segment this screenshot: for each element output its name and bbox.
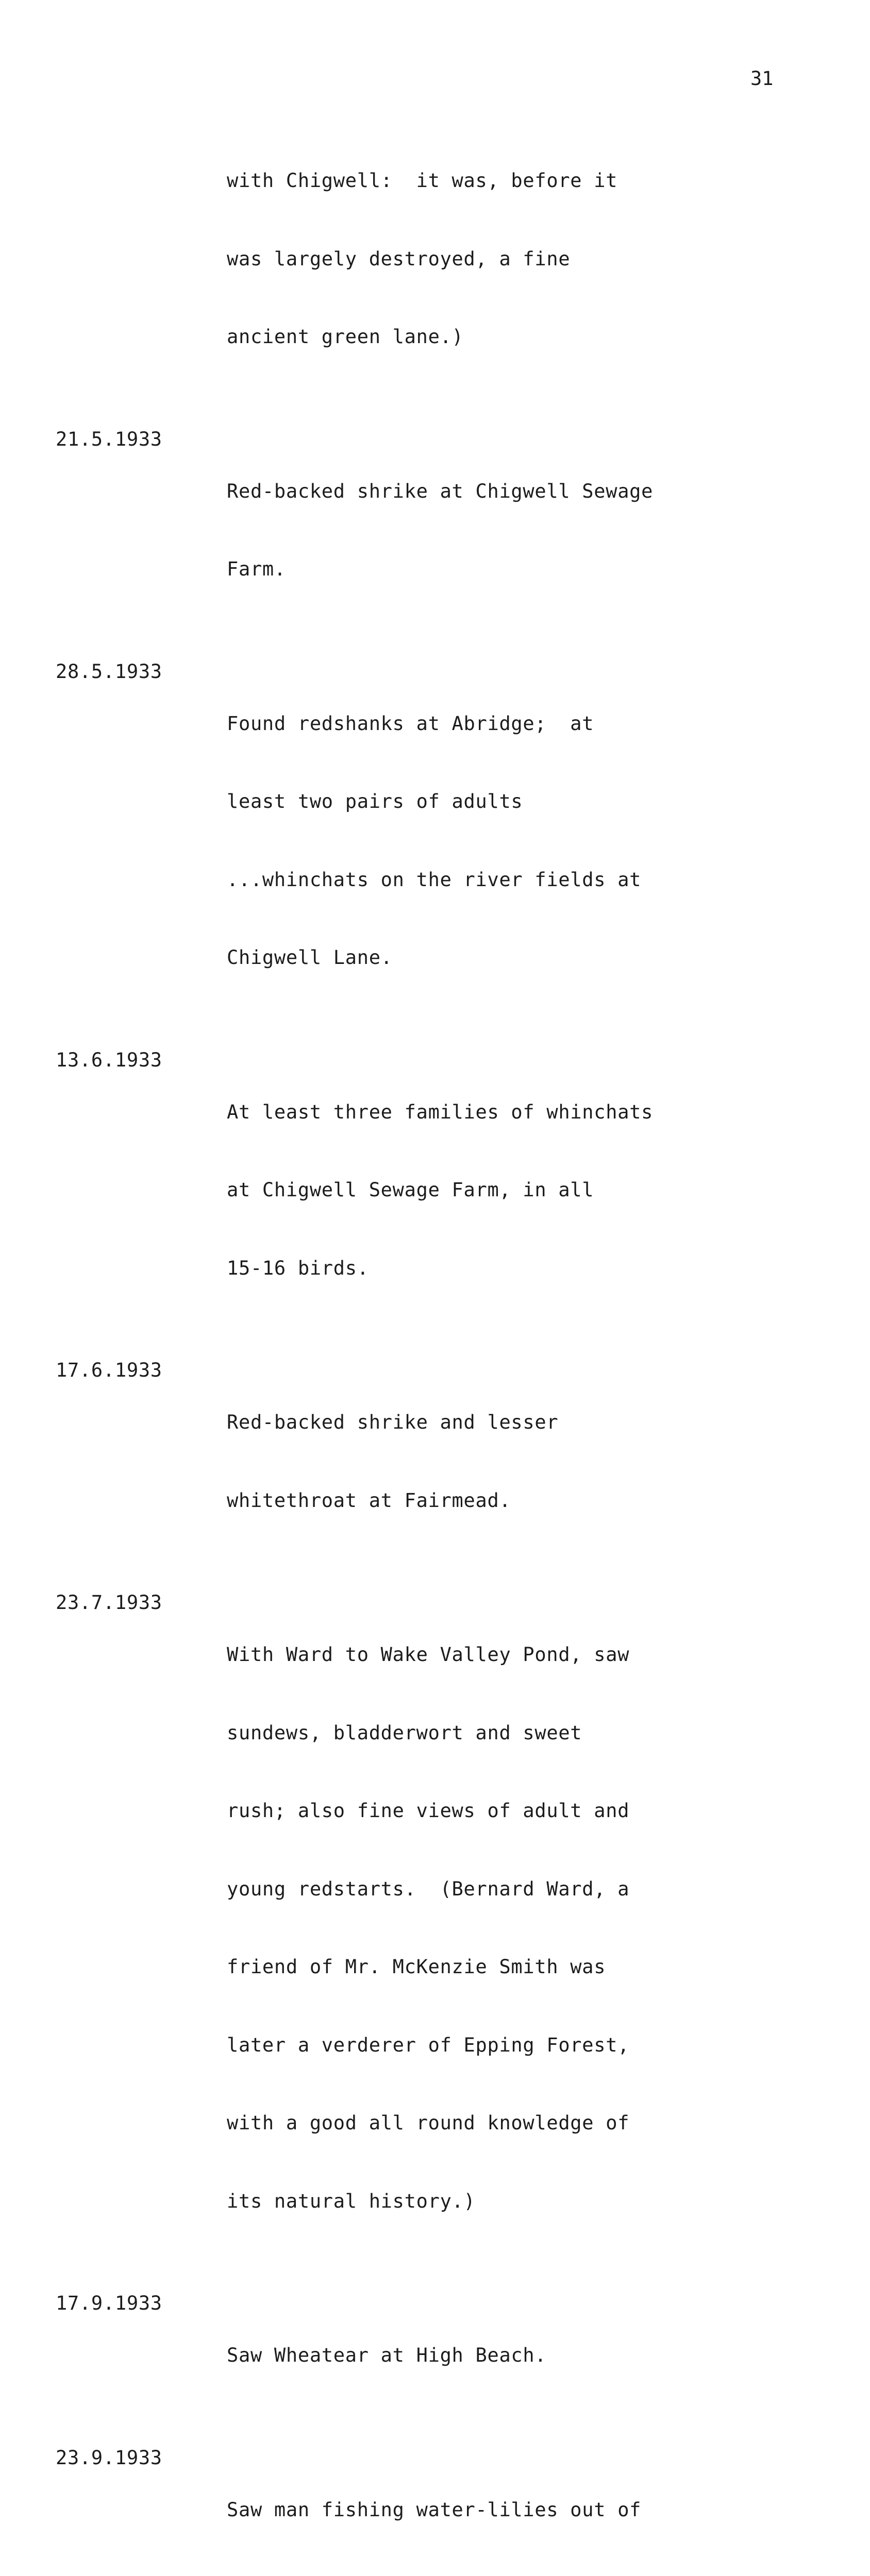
entry-date: 23.7.1933 <box>56 1590 227 1616</box>
entry-text <box>227 2445 798 2576</box>
entry-line: with a good all round knowledge of <box>227 2110 798 2137</box>
document-page <box>0 0 870 1250</box>
entry-line: sundews, bladderwort and sweet <box>227 1720 798 1747</box>
entry-line: Saw Wheatear at High Beach. <box>227 2343 798 2369</box>
entry-line: was largely destroyed, a fine <box>227 246 798 273</box>
entry-line: young redstarts. (Bernard Ward, a <box>227 1876 798 1903</box>
diary-entry <box>56 1047 798 1334</box>
entry-text <box>227 1047 798 1334</box>
diary-entry <box>56 2291 798 2421</box>
entry-date: 23.9.1933 <box>56 2445 227 2471</box>
entry-line: with Chigwell: it was, before it <box>227 168 798 194</box>
entry-line: rush; also fine views of adult and <box>227 1798 798 1824</box>
entry-line: Red-backed shrike at Chigwell Sewage <box>227 479 798 505</box>
entry-date: 17.9.1933 <box>56 2291 227 2317</box>
entry-line: With Ward to Wake Valley Pond, saw <box>227 1642 798 1668</box>
diary-entry <box>56 2445 798 2576</box>
diary-entry <box>56 427 798 635</box>
entry-line: whitethroat at Fairmead. <box>227 1488 798 1514</box>
entry-line: Saw man fishing water-lilies out of <box>227 2497 798 2523</box>
entry-date: 28.5.1933 <box>56 659 227 685</box>
entry-line: later a verderer of Epping Forest, <box>227 2032 798 2059</box>
entry-line: Farm. <box>227 556 798 583</box>
entry-line: Chigwell Lane. <box>227 945 798 971</box>
entry-line: friend of Mr. McKenzie Smith was <box>227 1954 798 1980</box>
entry-line: its natural history.) <box>227 2189 798 2215</box>
entry-text <box>227 116 798 402</box>
entry-date: 13.6.1933 <box>56 1047 227 1074</box>
diary-entry <box>56 1590 798 2266</box>
entry-line: least two pairs of adults <box>227 789 798 815</box>
entry-line: at Chigwell Sewage Farm, in all <box>227 1177 798 1204</box>
diary-entry <box>56 659 798 1023</box>
entry-line: At least three families of whinchats <box>227 1099 798 1126</box>
entry-text <box>227 427 798 635</box>
entry-date: 21.5.1933 <box>56 427 227 453</box>
entry-line: Red-backed shrike and lesser <box>227 1410 798 1436</box>
entry-date: 17.6.1933 <box>56 1358 227 1384</box>
diary-entries <box>56 116 798 2576</box>
entry-line: ...whinchats on the river fields at <box>227 867 798 893</box>
entry-text <box>227 2291 798 2421</box>
entry-text <box>227 659 798 1023</box>
entry-line: Found redshanks at Abridge; at <box>227 711 798 737</box>
page-number: 31 <box>750 66 774 92</box>
entry-line: ancient green lane.) <box>227 324 798 350</box>
entry-text <box>227 1358 798 1566</box>
continuation-entry <box>56 116 798 402</box>
diary-entry <box>56 1358 798 1566</box>
entry-text <box>227 1590 798 2266</box>
entry-line: 15-16 birds. <box>227 1256 798 1282</box>
